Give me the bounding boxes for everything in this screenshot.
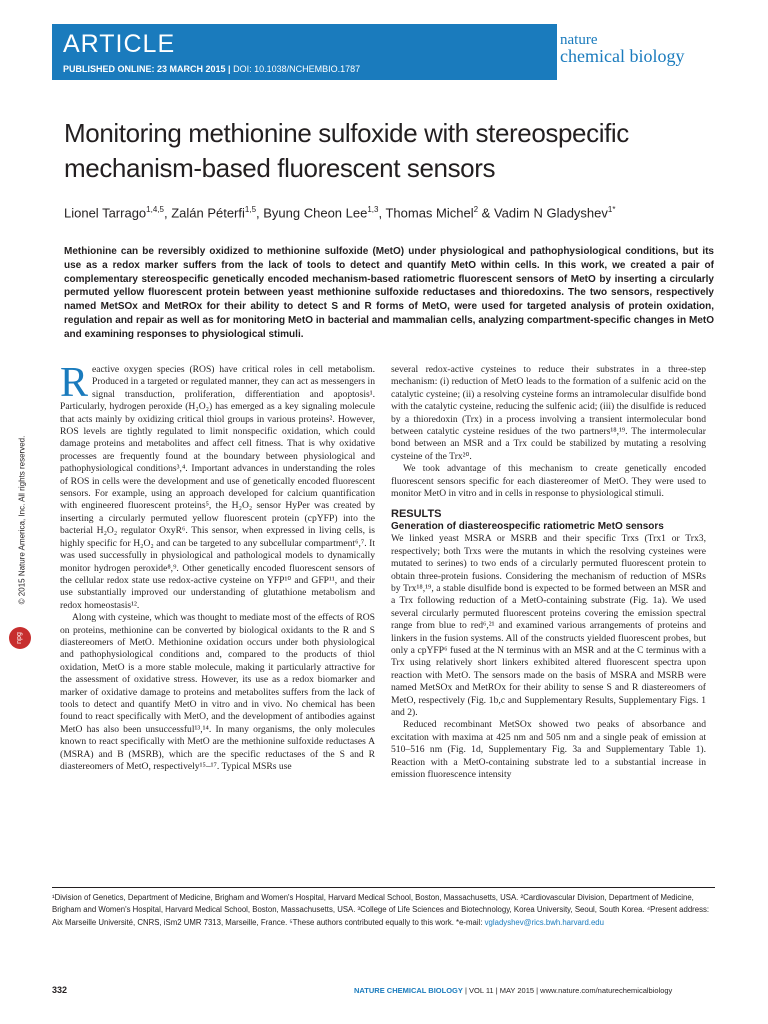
- journal-logo-line2: chemical biology: [560, 46, 685, 66]
- article-title: Monitoring methionine sulfoxide with stereospecific mechanism-based fluorescent sensors: [64, 118, 629, 183]
- published-date: PUBLISHED ONLINE: 23 MARCH 2015: [63, 64, 226, 74]
- body-column-left: [60, 360, 375, 773]
- author-affiliation: 1,4,5: [146, 205, 164, 214]
- subsection-heading: Generation of diastereospecific ratiometric MetO sensors: [391, 520, 664, 532]
- author-affiliation: 1,5: [244, 205, 257, 214]
- paragraph: We linked yeast MSRA or MSRB and their specific Trxs (Trx1 or Trx3, respectively; both Trxs were the mutants in which the resolving cysteines were mutated to serines) to two ends of a circularly permuted fluorescent protein to obtain three-protein fusions. Considering the mechanism of reduction of MSRs by Trx¹⁸,¹⁹, a stable disulfide bond is expected to be formed between an MSR and a Trx following reduction of a MetO-containing substrate (Fig. 1a). We used several circularly permuted fluorescent proteins covering the emission spectral range from blue to red⁶,²¹ and examined various arrangements of proteins and linkers in the fusion systems. All of the constructs yielded fluorescent probes, but only a cpYFP⁶ fused at the N terminus with an MSR and at the C terminus with a Trx using relatively short linkers exhibited altered fluorescent spectra upon reaction with MetO. The sensors made on the basis of MSRA and MSRB were named MetSOx and MetROx for their ability to sense S and R diastereomers of MetO, respectively (Fig. 1b,c and Supplementary Results, Supplementary Figs. 1 and 2).: [391, 533, 706, 718]
- copyright-text: © 2015 Nature America, Inc. All rights reserved.: [17, 435, 27, 605]
- article-label: ARTICLE: [63, 30, 176, 58]
- npg-logo: npg: [9, 627, 31, 649]
- footer-details: | VOL 11 | MAY 2015 | www.nature.com/naturechemicalbiology: [462, 986, 673, 995]
- affiliations-footnote: [52, 892, 715, 929]
- doi[interactable]: DOI: 10.1038/NCHEMBIO.1787: [233, 64, 361, 74]
- journal-logo-line1: nature: [560, 32, 598, 48]
- drop-cap: R: [60, 360, 89, 406]
- author-name: Zalán Péterfi: [171, 205, 245, 221]
- corresponding-email-link[interactable]: vgladyshev@rics.bwh.harvard.edu: [484, 917, 604, 927]
- abstract: Methionine can be reversibly oxidized to methionine sulfoxide (MetO) under physiological and pathophysiological conditions, but its use as a redox marker suffers from the lack of tools to detect and quantify MetO within cells. In this work, we created a pair of complementary stereospecific genetically encoded mechanism-based ratiometric fluorescent sensors of MetO by inserting a circularly permuted yellow fluorescent protein between yeast methionine sulfoxide reductases and thioredoxins. The two sensors, respectively named MetSOx and MetROx for their ability to detect S and R forms of MetO, were used for targeted analysis of protein oxidation, regulation and repair as well as for monitoring MetO in bacterial and mammalian cells, analyzing compartment-specific changes in MetO and examining responses to physiological stimuli.: [64, 246, 714, 340]
- footer-journal-name: NATURE CHEMICAL BIOLOGY: [354, 986, 463, 995]
- paragraph: several redox-active cysteines to reduce their substrates in a three-step mechanism: (i) reduction of MetO leads to the formation of a sulfenic acid on the catalytic cysteine; (ii) a resolving cysteine forms an intramolecular disulfide bond with the catalytic cysteine, reducing the sulfenic acid; (iii) the disulfide is reduced by a thioredoxin (Trx) in a process involving a transient intermolecular bond between catalytic cysteine residues of the two partners¹⁸,¹⁹. The intermolecular bond between an MSR and a Trx could be stabilized by mutating a resolving cysteine of the Trx²⁰.: [391, 364, 706, 462]
- paragraph: We took advantage of this mechanism to create genetically encoded fluorescent sensors specific for each diastereomer of MetO. They were used to monitor MetO in vitro and in cells in response to physiological stimuli.: [391, 463, 706, 500]
- publication-info: PUBLISHED ONLINE: 23 MARCH 2015 | DOI: 10.1038/NCHEMBIO.1787: [63, 64, 361, 74]
- author-separator: ,: [256, 205, 264, 221]
- paragraph: Along with cysteine, which was thought to mediate most of the effects of ROS on proteins, methionine can be converted by biological oxidants to the R and S diastereomers of MetO. Methionine oxidation occurs under both physiological and pathophysiological conditions and, compared to the products of thiol oxidation, MetO is a more stable molecule, making it particularly attractive for the assessment of oxidative stress. However, its use as a redox biomarker and marker of oxidative damage to proteins and metabolites suffers from the lack of tools to detect and quantify MetO in vitro and in vivo. No chemical has been found to react specifically with MetO, and the development of antibodies against MetO has also been unsuccessful¹³,¹⁴. In many organisms, the only molecules known to react specifically with MetO are the methionine sulfoxide reductases A (MSRA) and B (MSRB), which are the specific reductases of the S and R diastereomers of MetO, respectively¹⁵–¹⁷. Typical MSRs use: [60, 612, 375, 772]
- running-footer: [354, 986, 672, 995]
- author-list: [64, 205, 615, 220]
- author-affiliation: 1*: [607, 205, 616, 214]
- paragraph: Reduced recombinant MetSOx showed two peaks of absorbance and excitation with maxima at 425 nm and 505 nm and a single peak of emission at 510–516 nm (Fig. 1d, Supplementary Fig. 3a and Supplementary Table 1). Reaction with a MetO-containing substrate led to a substantial increase in emission fluorescence intensity: [391, 719, 706, 780]
- author-name: Vadim N Gladyshev: [493, 205, 608, 221]
- author-separator: ,: [163, 205, 172, 221]
- author-name: Thomas Michel: [385, 205, 474, 221]
- author-name: Lionel Tarrago: [64, 205, 147, 221]
- author-name: Byung Cheon Lee: [263, 205, 368, 221]
- footnote-divider: [52, 887, 715, 888]
- journal-logo: [560, 32, 684, 64]
- paragraph-text: eactive oxygen species (ROS) have critical roles in cell metabolism. Produced in a targeted or regulated manner, they can act as messengers in signal transduction, proliferation, differentiation and apoptosis¹. Particularly, hydrogen peroxide (H₂O₂) has emerged as a key signaling molecule that acts mainly by oxidizing critical thiol groups in various proteins². However, ROS levels are tightly regulated to limit nonspecific oxidation, which could damage proteins and metabolites and affect cell fitness. That is why oxidative processes are frequently found at the boundary between physiological and pathophysiological conditions³,⁴. Important advances in understanding the roles of ROS in cells were the development and use of genetically encoded fluorescent sensors. For example, using an approach developed for calcium quantification with engineered fluorescent proteins⁵, the H₂O₂ sensor HyPer was created by inserting a circularly permuted yellow fluorescent protein (cpYFP) into the bacterial H₂O₂ regulator OxyR⁶. This sensor, when expressed in living cells, is highly specific for H₂O₂ and can be targeted to any subcellular compartment⁶,⁷. It was used successfully in physiological and pathological models to dynamically monitor hydrogen peroxide⁸,⁹. Other genetically encoded fluorescent sensors of the cellular redox state use redox-active cysteine on YFP¹⁰ and GFP¹¹, and their use substantially improved our understanding of glutathione metabolism and redox homeostasis¹².: [60, 364, 375, 611]
- body-column-right: [391, 364, 706, 781]
- section-heading-results: RESULTS: [391, 508, 442, 521]
- author-affiliation: 1,3: [367, 205, 379, 214]
- copyright-sidebar: [14, 395, 30, 645]
- paragraph: [60, 360, 375, 612]
- article-banner: [52, 24, 557, 80]
- author-separator: &: [478, 205, 494, 221]
- affiliations-text: ¹Division of Genetics, Department of Medicine, Brigham and Women's Hospital, Harvard Medical School, Boston, Massachusetts, USA. ²Cardiovascular Division, Department of Medicine, Brigham and Women's Hospital, Harvard Medical School, Boston, Massachusetts, USA. ³College of Life Sciences and Biotechnology, Korea University, Seoul, South Korea. ⁴Present address: Aix Marseille Université, CNRS, iSm2 UMR 7313, Marseille, France. ⁵These authors contributed equally to this work. *e-mail:: [52, 893, 710, 927]
- author-separator: ,: [378, 205, 386, 221]
- page-number: 332: [52, 985, 68, 995]
- author-affiliation: 2: [473, 205, 479, 214]
